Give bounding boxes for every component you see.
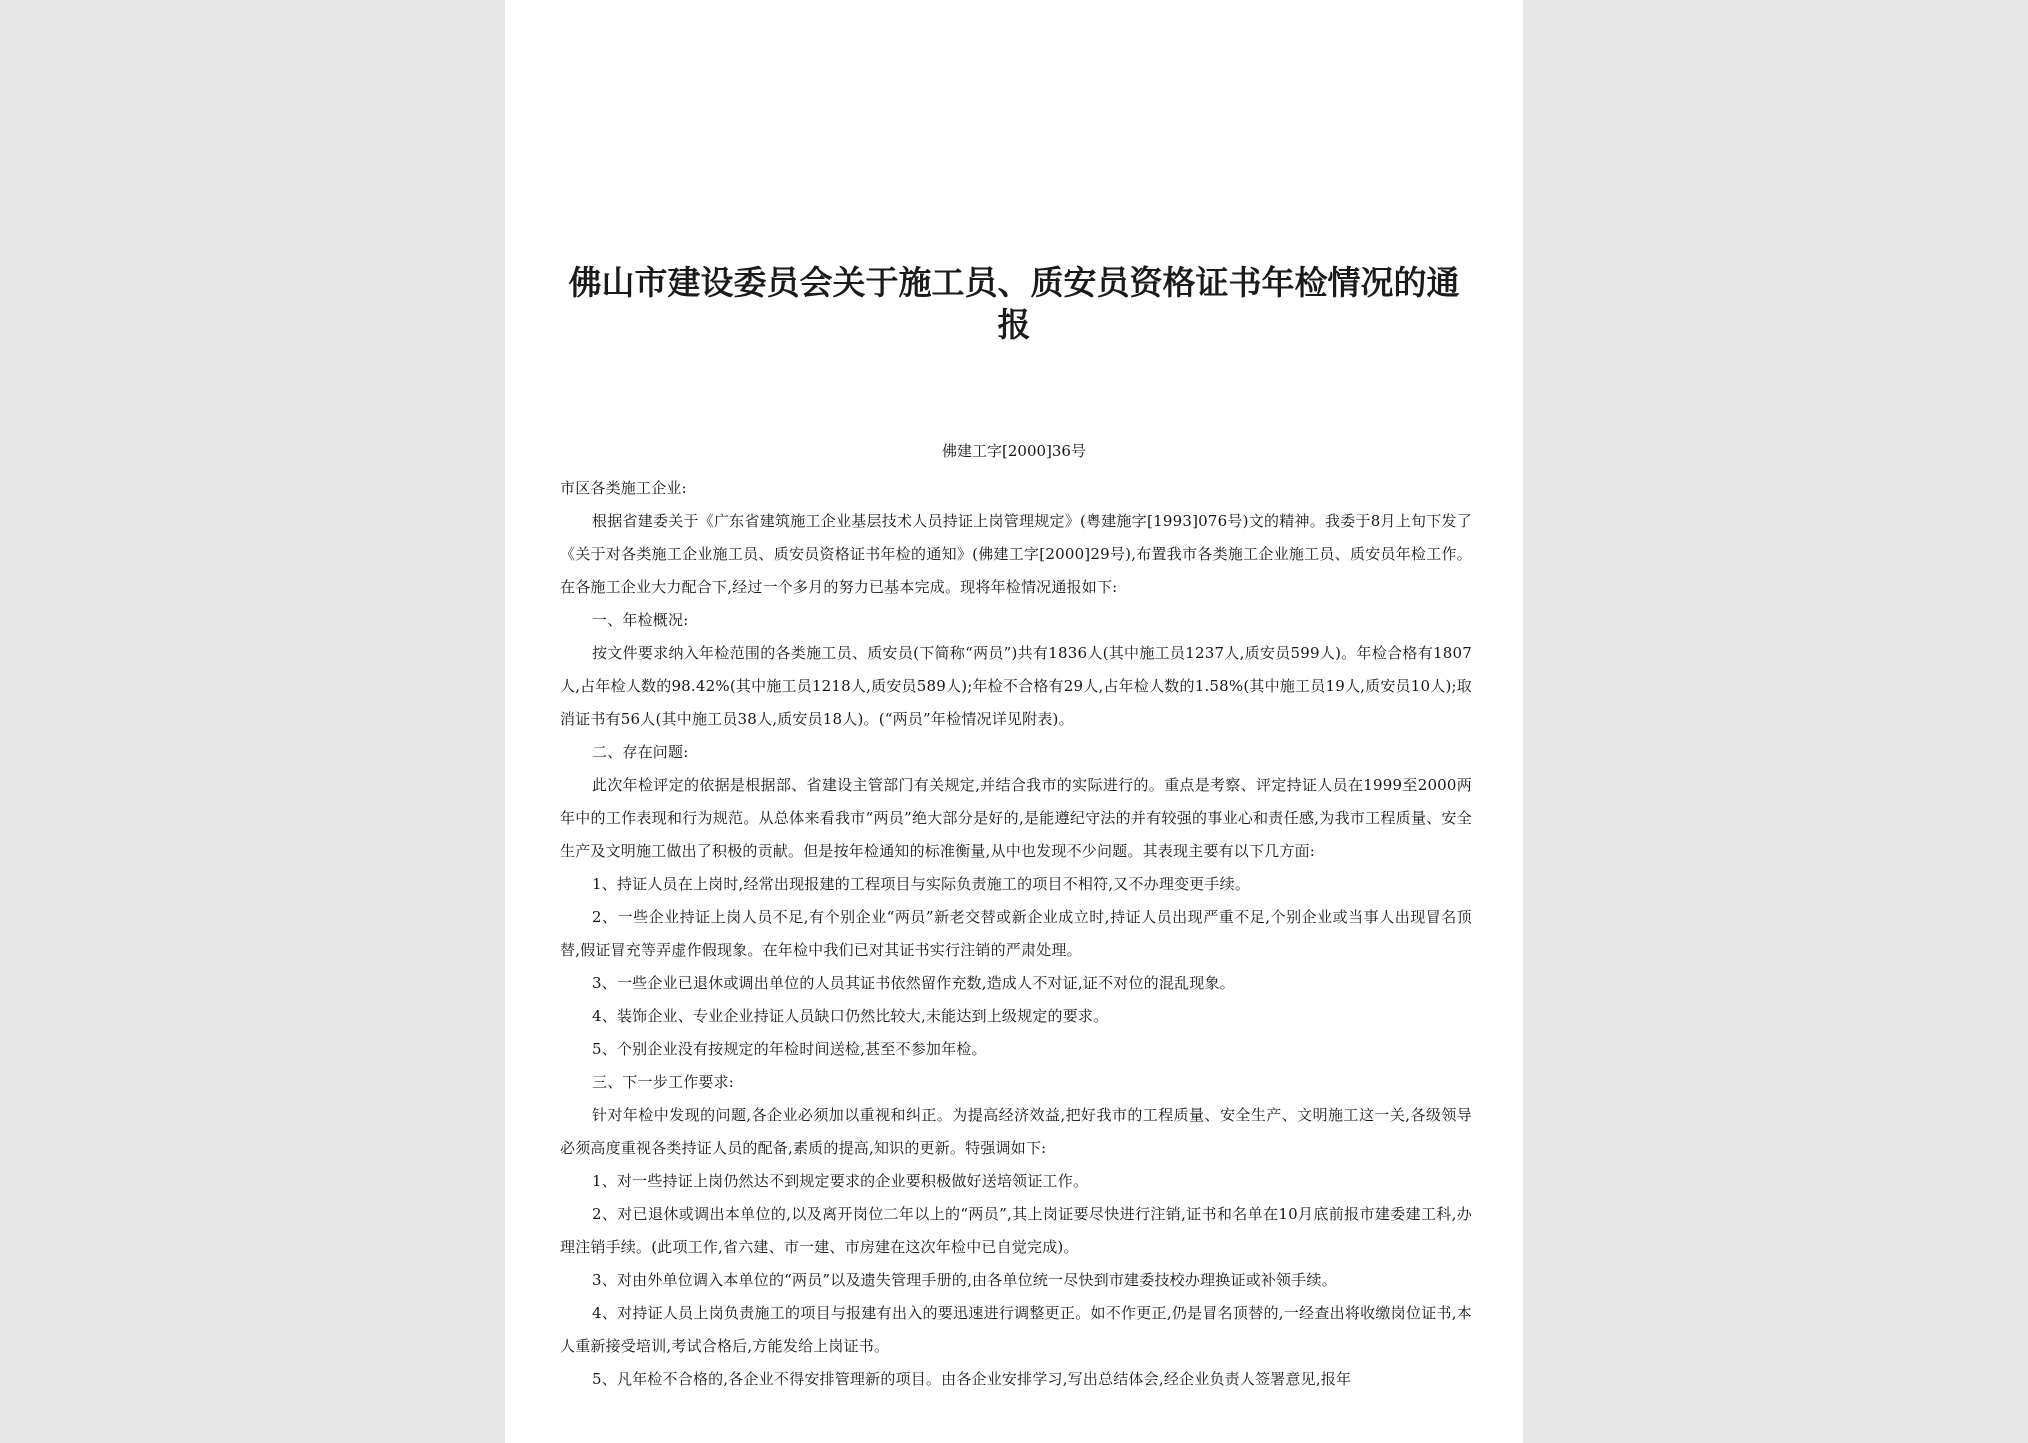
list-item: 4、对持证人员上岗负责施工的项目与报建有出入的要迅速进行调整更正。如不作更正,仍是冒名顶替的,一经查出将收缴岗位证书,本人重新接受培训,考试合格后,方能发给上岗证书。 (560, 1304, 1472, 1355)
document-title: 佛山市建设委员会关于施工员、质安员资格证书年检情况的通报 (568, 263, 1460, 344)
list-item: 2、对已退休或调出本单位的,以及离开岗位二年以上的“两员”,其上岗证要尽快进行注销,证书和名单在10月底前报市建委建工科,办理注销手续。(此项工作,省六建、市一建、市房建在这次年检中已自觉完成)。 (560, 1205, 1472, 1256)
paragraph: 针对年检中发现的问题,各企业必须加以重视和纠正。为提高经济效益,把好我市的工程质量、安全生产、文明施工这一关,各级领导必须高度重视各类持证人员的配备,素质的提高,知识的更新。特强调如下: (560, 1106, 1472, 1157)
list-item: 5、凡年检不合格的,各企业不得安排管理新的项目。由各企业安排学习,写出总结体会,经企业负责人签署意见,报年 (592, 1370, 1352, 1388)
list-item: 5、个别企业没有按规定的年检时间送检,甚至不参加年检。 (592, 1040, 987, 1058)
paragraph: 按文件要求纳入年检范围的各类施工员、质安员(下简称“两员”)共有1836人(其中施工员1237人,质安员599人)。年检合格有1807人,占年检人数的98.42%(其中施工员1218人,质安员589人);年检不合格有29人,占年检人数的1.58%(其中施工员19人,质安员10人);取消证书有56人(其中施工员38人,质安员18人)。(“两员”年检情况详见附表)。 (560, 644, 1472, 728)
list-item: 4、装饰企业、专业企业持证人员缺口仍然比较大,未能达到上级规定的要求。 (592, 1007, 1109, 1025)
list-item: 3、一些企业已退休或调出单位的人员其证书依然留作充数,造成人不对证,证不对位的混乱现象。 (592, 974, 1235, 992)
addressee: 市区各类施工企业: (560, 479, 687, 497)
section-heading: 一、年检概况: (592, 611, 689, 629)
list-item: 2、一些企业持证上岗人员不足,有个别企业“两员”新老交替或新企业成立时,持证人员出现严重不足,个别企业或当事人出现冒名顶替,假证冒充等弄虚作假现象。在年检中我们已对其证书实行注销的严肃处理。 (560, 908, 1472, 959)
list-item: 1、持证人员在上岗时,经常出现报建的工程项目与实际负责施工的项目不相符,又不办理变更手续。 (592, 875, 1251, 893)
document-page (505, 0, 1523, 1443)
section-heading: 三、下一步工作要求: (592, 1073, 735, 1091)
paragraph: 根据省建委关于《广东省建筑施工企业基层技术人员持证上岗管理规定》(粤建施字[1993]076号)文的精神。我委于8月上旬下发了《关于对各类施工企业施工员、质安员资格证书年检的通知》(佛建工字[2000]29号),布置我市各类施工企业施工员、质安员年检工作。在各施工企业大力配合下,经过一个多月的努力已基本完成。现将年检情况通报如下: (560, 512, 1472, 596)
section-heading: 二、存在问题: (592, 743, 689, 761)
list-item: 3、对由外单位调入本单位的“两员”以及遗失管理手册的,由各单位统一尽快到市建委技校办理换证或补领手续。 (592, 1271, 1337, 1289)
document-body (560, 472, 1472, 1396)
list-item: 1、对一些持证上岗仍然达不到规定要求的企业要积极做好送培领证工作。 (592, 1172, 1089, 1190)
paragraph: 此次年检评定的依据是根据部、省建设主管部门有关规定,并结合我市的实际进行的。重点是考察、评定持证人员在1999至2000两年中的工作表现和行为规范。从总体来看我市“两员”绝大部分是好的,是能遵纪守法的并有较强的事业心和责任感,为我市工程质量、安全生产及文明施工做出了积极的贡献。但是按年检通知的标准衡量,从中也发现不少问题。其表现主要有以下几方面: (560, 776, 1472, 860)
document-number: 佛建工字[2000]36号 (942, 442, 1086, 460)
